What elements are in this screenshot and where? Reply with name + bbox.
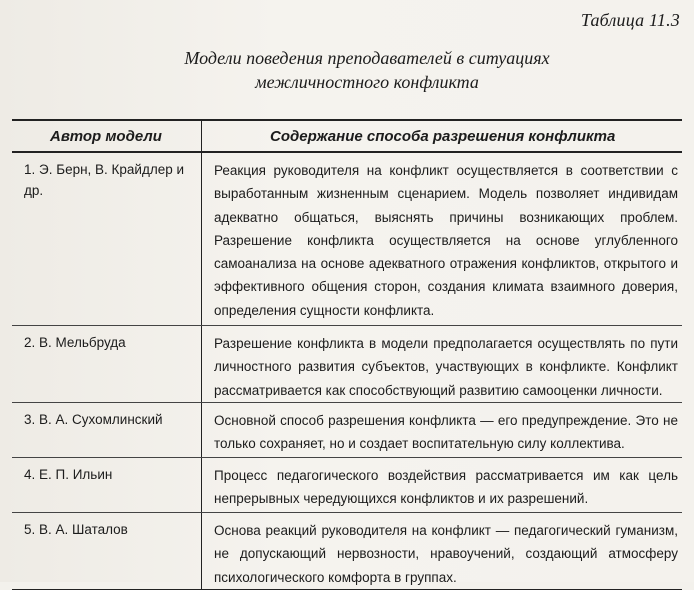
row-author: 2. В. Мельбруда xyxy=(12,326,202,402)
table-row xyxy=(12,326,682,403)
table-row xyxy=(12,153,682,326)
row-content: Разрешение конфликта в модели предполагается осуществлять по пути личностного развития субъектов, участвующих в конфликте. Конфликт рассматривается как способствующий развитию самооценки личности. xyxy=(214,336,678,398)
table-row xyxy=(12,458,682,513)
models-table xyxy=(12,119,682,590)
row-author: 4. Е. П. Ильин xyxy=(12,458,202,512)
row-content: Процесс педагогического воздействия рассматривается им как цель непрерывных чередующихся конфликтов и их разрешений. xyxy=(214,468,678,507)
row-author: 5. В. А. Шаталов xyxy=(12,513,202,589)
row-content: Основной способ разрешения конфликта — его предупреждение. Это не только сохраняет, но и создает воспитательную силу коллектива. xyxy=(214,413,678,452)
table-header xyxy=(12,121,682,153)
row-content: Реакция руководителя на конфликт осуществляется в соответствии с выработанным жизненным сценарием. Модель позволяет индивидам адекватно общаться, выяснять причины возникающих проблем. Разрешение конфликта осуществляется на основе углубленного самоанализа на основе адекватного отражения конфликтов, открытого и эффективного общения сторон, создания климата взаимного доверия, определения сущности конфликта. xyxy=(214,163,678,318)
row-author: 3. В. А. Сухомлинский xyxy=(12,403,202,457)
row-content: Основа реакций руководителя на конфликт — педагогический гуманизм, не допускающий нервозности, нравоучений, создающий атмосферу психологического комфорта в группах. xyxy=(214,523,678,585)
header-content: Содержание способа разрешения конфликта xyxy=(270,127,616,145)
header-author: Автор модели xyxy=(12,121,202,151)
caption-line-1: Модели поведения преподавателей в ситуациях xyxy=(184,48,550,68)
caption-line-2: межличностного конфликта xyxy=(255,72,479,92)
table-row xyxy=(12,403,682,458)
table-caption xyxy=(0,46,694,94)
table-row xyxy=(12,513,682,589)
table-number: Таблица 11.3 xyxy=(580,10,680,30)
row-author: 1. Э. Берн, В. Крайдлер и др. xyxy=(12,153,202,325)
